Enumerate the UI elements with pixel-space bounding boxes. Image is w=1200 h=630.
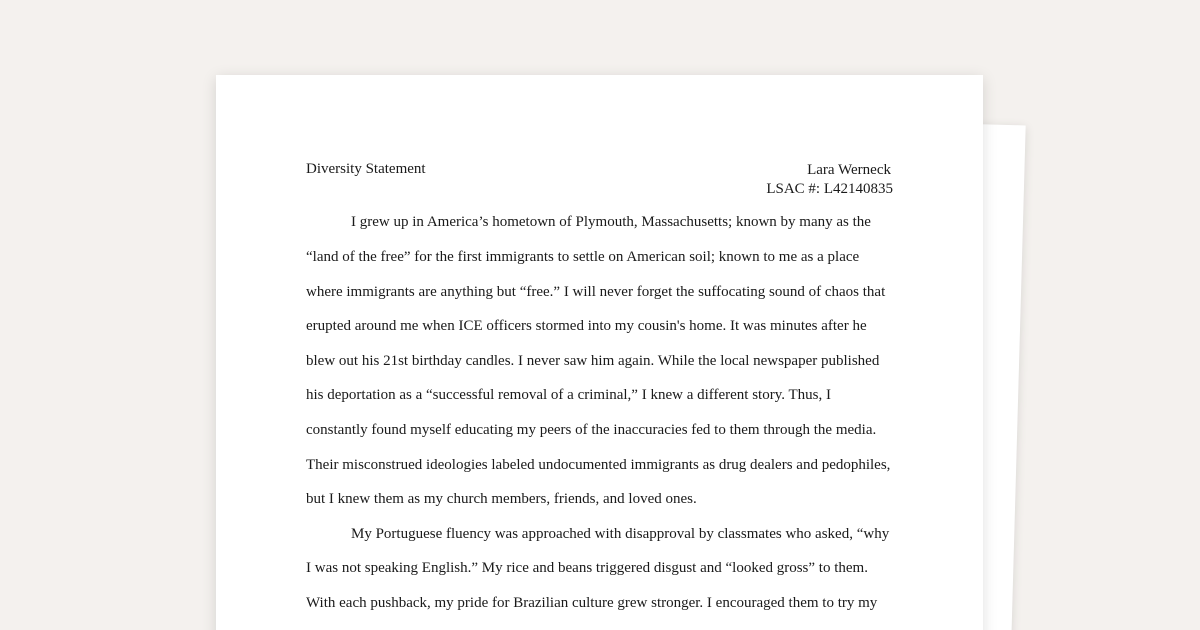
paragraph-1-line: where immigrants are anything but “free.” I will never forget the suffocating sound of chaos that (306, 284, 886, 300)
paragraph-1-line: “land of the free” for the first immigrants to settle on American soil; known to me as a place (306, 249, 860, 265)
front-page-sheet (216, 75, 983, 630)
paragraph-1-line: erupted around me when ICE officers stormed into my cousin's home. It was minutes after he (306, 318, 867, 334)
paragraph-2-line: With each pushback, my pride for Brazilian culture grew stronger. I encouraged them to try my (306, 595, 878, 611)
paragraph-2-line: I was not speaking English.” My rice and beans triggered disgust and “looked gross” to them. (306, 560, 868, 576)
paragraph-1-line: blew out his 21st birthday candles. I never saw him again. While the local newspaper published (306, 353, 880, 369)
paragraph-2-line: My Portuguese fluency was approached with disapproval by classmates who asked, “why (351, 526, 890, 542)
lsac-number: LSAC #: L42140835 (766, 181, 893, 197)
document-title: Diversity Statement (306, 161, 426, 177)
author-block (766, 161, 893, 199)
paragraph-1-line: but I knew them as my church members, friends, and loved ones. (306, 491, 697, 507)
paragraph-1-line: Their misconstrued ideologies labeled undocumented immigrants as drug dealers and pedophiles, (306, 457, 891, 473)
paragraph-1-line: constantly found myself educating my peers of the inaccuracies fed to them through the media. (306, 422, 877, 438)
author-name: Lara Werneck (807, 162, 891, 178)
paragraph-1-line: I grew up in America’s hometown of Plymouth, Massachusetts; known by many as the (351, 214, 871, 230)
paragraph-1-line: his deportation as a “successful removal of a criminal,” I knew a different story. Thus, I (306, 387, 831, 403)
